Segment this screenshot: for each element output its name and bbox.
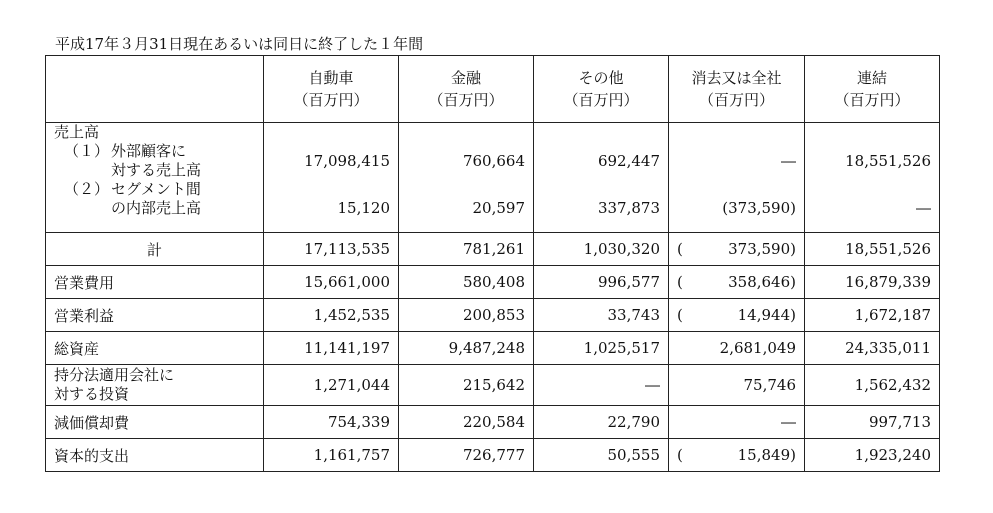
- table-cell: ( 15,849): [669, 439, 805, 472]
- table-cell: 200,853: [399, 299, 534, 332]
- sales-consolidated: 18,551,526 ―: [805, 123, 940, 233]
- row-label: 持分法適用会社に 対する投資: [46, 365, 264, 406]
- table-row: [46, 439, 940, 472]
- header-consolidated: 連結 （百万円）: [805, 56, 940, 123]
- sales-other: 692,447 337,873: [534, 123, 669, 233]
- header-elimination: 消去又は全社 （百万円）: [669, 56, 805, 123]
- table-cell: ( 358,646): [669, 266, 805, 299]
- table-cell: 75,746: [669, 365, 805, 406]
- table-cell: 18,551,526: [805, 233, 940, 266]
- table-cell: ( 373,590): [669, 233, 805, 266]
- table-cell: 2,681,049: [669, 332, 805, 365]
- table-row: [46, 299, 940, 332]
- sales-elimination: ― ( 373,590): [669, 123, 805, 233]
- segment-sales-label: （２） セグメント間 の内部売上高: [63, 180, 202, 217]
- table-cell: 1,562,432: [805, 365, 940, 406]
- table-row: [46, 365, 940, 406]
- table-cell: 1,271,044: [264, 365, 399, 406]
- negative-value: ( 373,590): [722, 199, 796, 217]
- table-row: [46, 332, 940, 365]
- table-cell: 50,555: [534, 439, 669, 472]
- table-cell: 781,261: [399, 233, 534, 266]
- header-row: [46, 56, 940, 123]
- table-cell: 33,743: [534, 299, 669, 332]
- table-cell: 22,790: [534, 406, 669, 439]
- row-label: 営業費用: [46, 266, 264, 299]
- header-financial: 金融 （百万円）: [399, 56, 534, 123]
- table-row: [46, 233, 940, 266]
- table-cell: 726,777: [399, 439, 534, 472]
- sales-financial: 760,664 20,597: [399, 123, 534, 233]
- external-sales-label: （１） 外部顧客に 対する売上高: [63, 142, 202, 179]
- table-cell: 215,642: [399, 365, 534, 406]
- sales-label-cell: [46, 123, 264, 233]
- row-label: 営業利益: [46, 299, 264, 332]
- table-row: [46, 406, 940, 439]
- table-cell: 16,879,339: [805, 266, 940, 299]
- table-cell: 754,339: [264, 406, 399, 439]
- table-cell: ―: [669, 406, 805, 439]
- table-cell: 24,335,011: [805, 332, 940, 365]
- table-cell: 9,487,248: [399, 332, 534, 365]
- header-blank: [46, 56, 264, 123]
- table-caption: 平成17年３月31日現在あるいは同日に終了した１年間: [55, 35, 424, 53]
- table-cell: 220,584: [399, 406, 534, 439]
- sales-title: 売上高: [54, 123, 100, 141]
- table-cell: 1,161,757: [264, 439, 399, 472]
- table-cell: 1,452,535: [264, 299, 399, 332]
- header-automotive: 自動車 （百万円）: [264, 56, 399, 123]
- row-label: 資本的支出: [46, 439, 264, 472]
- header-other: その他 （百万円）: [534, 56, 669, 123]
- table-cell: 1,025,517: [534, 332, 669, 365]
- table-cell: 996,577: [534, 266, 669, 299]
- table-cell: 11,141,197: [264, 332, 399, 365]
- row-label: 総資産: [46, 332, 264, 365]
- table-row: [46, 266, 940, 299]
- table-cell: 15,661,000: [264, 266, 399, 299]
- table-cell: ( 14,944): [669, 299, 805, 332]
- row-label-total: 計: [46, 233, 264, 266]
- sales-automotive: 17,098,415 15,120: [264, 123, 399, 233]
- segment-table: [45, 55, 940, 472]
- table-cell: 1,672,187: [805, 299, 940, 332]
- table-cell: 1,923,240: [805, 439, 940, 472]
- table-cell: ―: [534, 365, 669, 406]
- table-cell: 1,030,320: [534, 233, 669, 266]
- table-cell: 997,713: [805, 406, 940, 439]
- table-cell: 17,113,535: [264, 233, 399, 266]
- sales-row: [46, 123, 940, 233]
- row-label: 減価償却費: [46, 406, 264, 439]
- table-cell: 580,408: [399, 266, 534, 299]
